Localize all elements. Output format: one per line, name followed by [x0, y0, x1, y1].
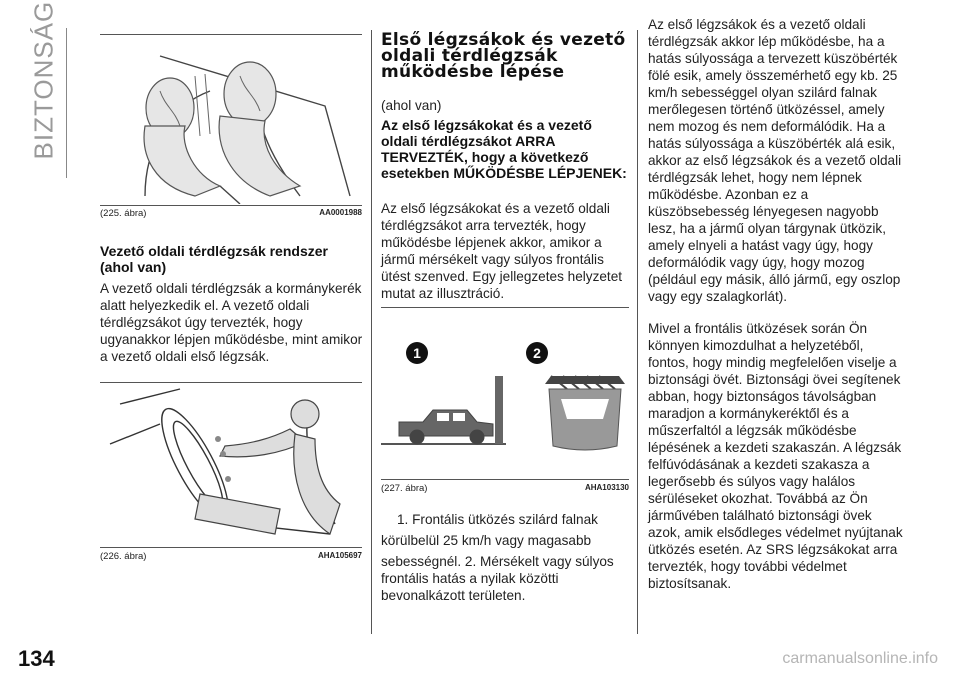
fig227-legend-line-3: sebességnél. 2. Mérsékelt vagy súlyos frontális hatás a nyilak közötti bevonalkázott területen.: [381, 554, 614, 603]
section-tab: [22, 0, 62, 162]
fig227-caption: (227. ábra): [381, 483, 428, 494]
column-divider-1: [371, 30, 372, 634]
fig225-top-rule: [100, 34, 362, 35]
column-divider-2: [637, 30, 638, 634]
front-airbag-paragraph: Az első légzsákokat és a vezető oldali térdlégzsákot arra tervezték, hogy működésbe lépjenek akkor, amikor a jármű mérsékelt vagy súlyos frontális ütést szenved. Egy jellegzetes helyzetet mutat az illusztráció.: [381, 201, 623, 301]
fig227-legend-line-2: körülbelül 25 km/h vagy magasabb: [381, 533, 592, 548]
watermark: carmanualsonline.info: [782, 650, 938, 667]
section-tab-label: BIZTONSÁG: [28, 0, 59, 160]
fig227-caption-row: [381, 483, 629, 495]
fig225-caption: (225. ábra): [100, 208, 147, 219]
front-airbag-heading: Első légzsákok és vezető oldali térdlégzsák működésbe lépése: [381, 30, 626, 82]
fig226-bottom-rule: [100, 547, 362, 548]
fig227-crash-illustration: [381, 314, 629, 478]
front-airbag-bold-paragraph: Az első légzsákokat és a vezető oldali térdlégzsákot ARRA TERVEZTÉK, hogy a következő esetekben MŰKÖDÉSBE LÉPJENEK:: [381, 117, 627, 181]
knee-airbag-paragraph: A vezető oldali térdlégzsák a kormánykerék alatt helyezkedik el. A vezető oldali térdlégzsákot úgy tervezték, hogy ugyanakkor lépjen működésbe, mint amikor a vezető oldali első légzsák.: [100, 281, 363, 364]
page-number: 134: [18, 646, 55, 671]
front-airbag-subheading: (ahol van): [381, 98, 442, 113]
seatbelt-paragraph: Mivel a frontális ütközések során Ön könnyen kimozdulhat a helyzetéből, fontos, hogy mindig megfelelően viselje a biztonsági övét. Biztonsági övei segítenek abban, hogy biztonságos távolságban maradjon a kormánykeréktől és a műszerfaltól a légzsák működésbe lépésének a kezdeti szakaszán. A légzsák felfúvódásának a kezdeti szakasza a legerősebb és súlyos vagy halálos sérüléseket okozhat. Továbbá az Ön járművében található biztonsági övek azok, amik elsődleges védelmet nyújtanak ütközés esetén. Az SRS légzsákokat arra tervezték, hogy további védelmet biztosítsanak.: [648, 321, 903, 591]
fig225-code: AA0001988: [319, 208, 362, 217]
fig227-code: AHA103130: [584, 483, 629, 492]
fig226-top-rule: [100, 382, 362, 383]
fig226-code: AHA105697: [317, 551, 362, 560]
fig225-bottom-rule: [100, 205, 362, 206]
section-tab-divider: [66, 28, 67, 178]
fig227-label-2: 2: [533, 345, 541, 361]
fig227-legend: [381, 511, 633, 604]
fig226-caption-row: [100, 551, 362, 563]
fig226-driver-illustration: [100, 384, 362, 546]
knee-airbag-heading: Vezető oldali térdlégzsák rendszer (ahol van): [100, 243, 328, 275]
threshold-paragraph: Az első légzsákok és a vezető oldali térdlégzsák akkor lép működésbe, ha a hatás súlyossága a tervezett küszöbérték fölé esik, amely összemérhető egy kb. 25 km/h sebességgel olyan szilárd falnak merőlegesen történő ütközéssel, amely nem mozog és nem deformálódik. Ha a hatás súlyossága a küszöbérték alá esik, akkor az első légzsákok és a vezető oldali térdlégzsák lehet, hogy nem lépnek működésbe. Azonban ez a küszöbsebesség lényegesen nagyobb lesz, ha a jármű olyan tárgynak ütközik, amely elnyeli a hatást vagy úgy, hogy deformálódik vagy úgy, hogy mozog (például egy másik, álló jármű, egy oszlop vagy egy szalagkorlát).: [648, 17, 902, 304]
fig227-label-1: 1: [413, 345, 421, 361]
fig226-caption: (226. ábra): [100, 551, 147, 562]
fig225-caption-row: [100, 208, 362, 220]
fig227-bottom-rule: [381, 479, 629, 480]
fig225-airbag-illustration: [100, 36, 362, 204]
fig227-legend-line-1: 1. Frontális ütközés szilárd falnak: [397, 512, 598, 527]
fig227-top-rule: [381, 307, 629, 308]
